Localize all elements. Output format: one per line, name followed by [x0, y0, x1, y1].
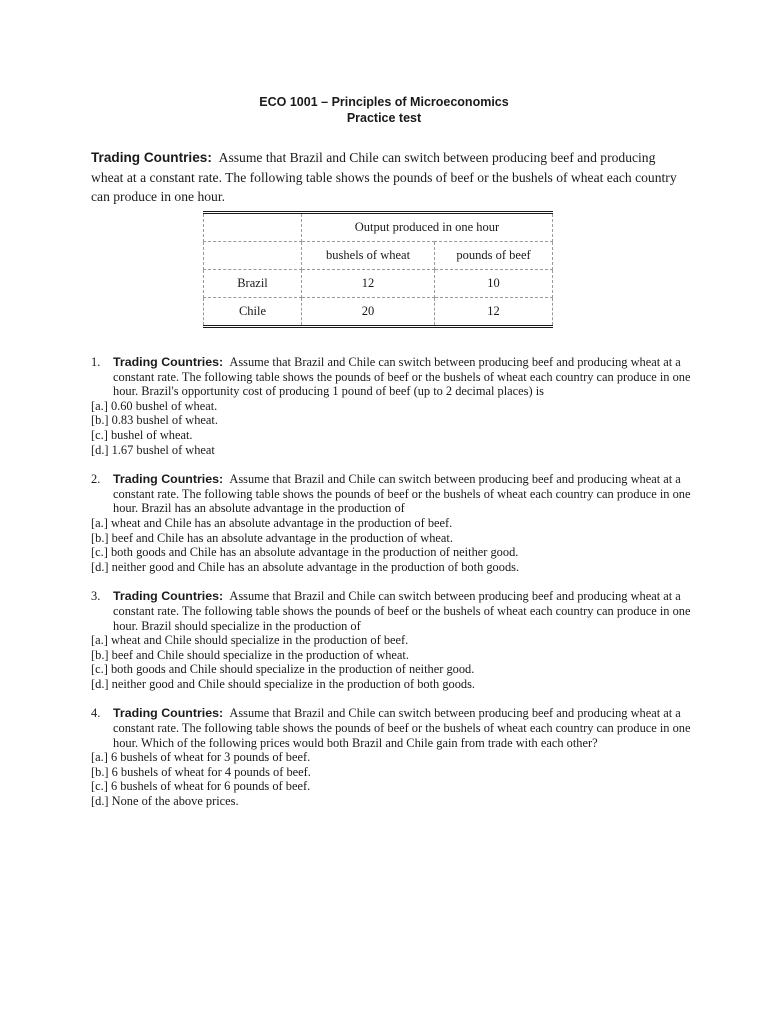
table-empty-cell	[204, 242, 302, 270]
answer-choice-b: [b.] beef and Chile has an absolute advantage in the production of wheat.	[91, 530, 453, 545]
output-table	[203, 211, 553, 328]
question-2	[91, 472, 691, 574]
question-text: Assume that Brazil and Chile can switch between producing beef and producing wheat at a constant rate. The following table shows the pounds of beef or the bushels of wheat each country can produce in one hour. Brazil should specialize in the production of	[113, 589, 691, 633]
answer-choice-a: [a.] wheat and Chile has an absolute advantage in the production of beef.	[91, 515, 453, 530]
title-block	[0, 94, 768, 126]
question-number: 2.	[91, 472, 101, 487]
table-cell-wheat: 20	[302, 298, 435, 327]
answer-choice-d: [d.] 1.67 bushel of wheat	[91, 442, 215, 457]
question-1	[91, 355, 691, 457]
answer-choice-c: [c.] both goods and Chile should specialize in the production of neither good.	[91, 662, 475, 677]
table-row-header: Brazil	[204, 270, 302, 298]
answer-choice-d: [d.] neither good and Chile should specialize in the production of both goods.	[91, 676, 476, 691]
question-3	[91, 589, 691, 691]
table-cell-beef: 12	[435, 298, 553, 327]
table-cell-wheat: 12	[302, 270, 435, 298]
question-list	[91, 355, 691, 824]
page-subtitle: Practice test	[346, 111, 422, 125]
table-group-header: Output produced in one hour	[302, 213, 553, 242]
answer-choice-b: [b.] 0.83 bushel of wheat.	[91, 413, 218, 428]
table-row	[204, 242, 553, 270]
question-label: Trading Countries	[113, 706, 220, 721]
question-text: Assume that Brazil and Chile can switch between producing beef and producing wheat at a constant rate. The following table shows the pounds of beef or the bushels of wheat each country can produce in one hour. Brazil's opportunity cost of producing 1 pound of beef (up to 2 decimal places) is	[113, 355, 691, 399]
question-stem: Trading Countries: Assume that Brazil and Chile can switch between producing beef and producing wheat at a constant rate. The following table shows the pounds of beef or the bushels of wheat each country can produce in one hour. Brazil should specialize in the production of	[113, 589, 691, 633]
answer-choice-c: [c.] bushel of wheat.	[91, 427, 193, 442]
course-title: ECO 1001 – Principles of Microeconomics	[259, 95, 509, 109]
answer-choice-a: [a.] 0.60 bushel of wheat.	[91, 398, 218, 413]
question-stem: Trading Countries: Assume that Brazil and Chile can switch between producing beef and producing wheat at a constant rate. The following table shows the pounds of beef or the bushels of wheat each country can produce in one hour. Brazil has an absolute advantage in the production of	[113, 472, 691, 516]
table-row	[204, 270, 553, 298]
answer-choice-c: [c.] 6 bushels of wheat for 6 pounds of beef.	[91, 779, 311, 794]
intro-paragraph: Trading Countries: Assume that Brazil and Chile can switch between producing beef and producing wheat at a constant rate. The following table shows the pounds of beef or the bushels of wheat each country can produce in one hour.	[91, 150, 677, 204]
table-row-header: Chile	[204, 298, 302, 327]
question-4	[91, 706, 691, 808]
answer-choice-d: [d.] None of the above prices.	[91, 794, 239, 809]
table-corner-cell	[204, 213, 302, 242]
table-row	[204, 213, 553, 242]
question-text: Assume that Brazil and Chile can switch between producing beef and producing wheat at a constant rate. The following table shows the pounds of beef or the bushels of wheat each country can produce in one hour. Brazil has an absolute advantage in the production of	[113, 472, 691, 516]
question-stem: Trading Countries: Assume that Brazil and Chile can switch between producing beef and producing wheat at a constant rate. The following table shows the pounds of beef or the bushels of wheat each country can produce in one hour. Which of the following prices would both Brazil and Chile gain from trade with each other?	[113, 706, 691, 750]
table-col-header-beef: pounds of beef	[435, 242, 553, 270]
answer-choice-a: [a.] wheat and Chile should specialize in the production of beef.	[91, 633, 409, 648]
question-number: 1.	[91, 355, 101, 369]
question-number: 3.	[91, 589, 101, 604]
question-stem: Trading Countries: Assume that Brazil and Chile can switch between producing beef and producing wheat at a constant rate. The following table shows the pounds of beef or the bushels of wheat each country can produce in one hour. Brazil's opportunity cost of producing 1 pound of beef (up to 2 decimal places) is	[113, 355, 691, 399]
answer-choice-b: [b.] 6 bushels of wheat for 4 pounds of beef.	[91, 764, 311, 779]
question-label: Trading Countries	[113, 472, 220, 487]
question-text: Assume that Brazil and Chile can switch between producing beef and producing wheat at a constant rate. The following table shows the pounds of beef or the bushels of wheat each country can produce in one hour. Which of the following prices would both Brazil and Chile gain from trade with each other?	[113, 706, 691, 750]
question-number: 4.	[91, 706, 101, 721]
question-label: Trading Countries	[113, 589, 220, 604]
question-label: Trading Countries	[113, 355, 220, 369]
table-cell-beef: 10	[435, 270, 553, 298]
intro-text: Assume that Brazil and Chile can switch between producing beef and producing wheat at a constant rate. The following table shows the pounds of beef or the bushels of wheat each country can produce in one hour.	[91, 150, 677, 204]
answer-choice-a: [a.] 6 bushels of wheat for 3 pounds of beef.	[91, 750, 311, 765]
answer-choice-b: [b.] beef and Chile should specialize in the production of wheat.	[91, 647, 409, 662]
table-col-header-wheat: bushels of wheat	[302, 242, 435, 270]
intro-label: Trading Countries	[91, 150, 208, 165]
table-row	[204, 298, 553, 327]
answer-choice-d: [d.] neither good and Chile has an absolute advantage in the production of both goods.	[91, 559, 520, 574]
answer-choice-c: [c.] both goods and Chile has an absolute advantage in the production of neither good.	[91, 545, 519, 560]
